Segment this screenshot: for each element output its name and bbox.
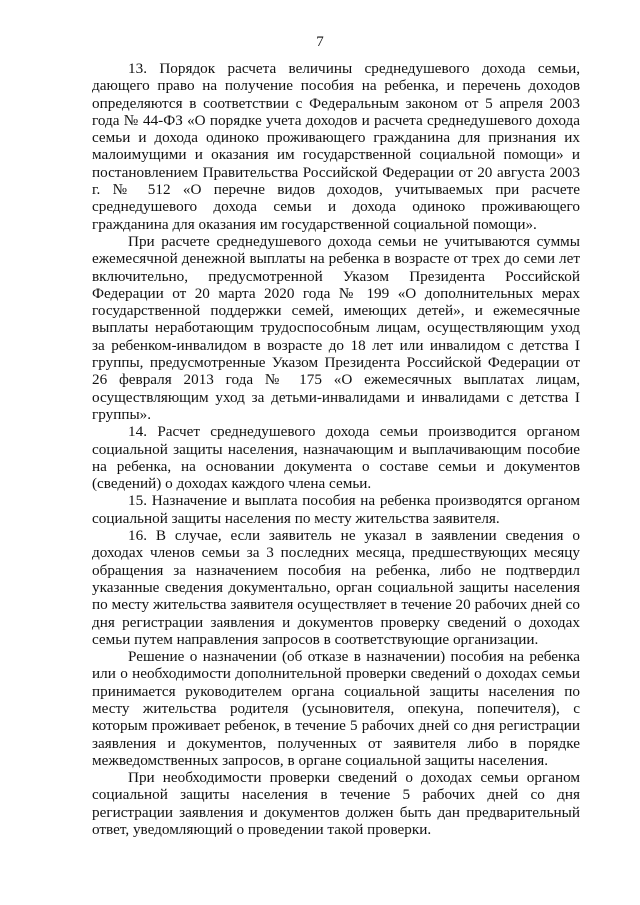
paragraph-13-income-exclusions: При расчете среднедушевого дохода семьи не учитываются суммы ежемесячной денежной выплаты на ребенка в возрасте от трех до семи лет включительно, предусмотренной Указом Президента Российской Федерации от 20 марта 2020 года № 199 «О дополнительных мерах государственной поддержки семей, имеющих детей», и ежемесячные выплаты неработающим трудоспособным лицам, осуществляющим уход за ребенком-инвалидом в возрасте до 18 лет или инвалидом с детства I группы, предусмотренные Указом Президента Российской Федерации от 26 февраля 2013 года № 175 «О ежемесячных выплатах лицам, осуществляющим уход за детьми-инвалидами и инвалидами с детства I группы». <box>92 232 580 423</box>
paragraph-16: 16. В случае, если заявитель не указал в заявлении сведения о доходах членов семьи за 3 последних месяца, предшествующих месяцу обращения за назначением пособия на ребенка, либо не подтвердил указанные сведения документально, орган социальной защиты населения по месту жительства заявителя осуществляет в течение 20 рабочих дней со дня регистрации заявления и документов проверку сведений о доходах семьи путем направления запросов в соответствующие организации. <box>92 527 580 648</box>
document-body <box>92 60 580 838</box>
paragraph-15: 15. Назначение и выплата пособия на ребенка производятся органом социальной защиты населения по месту жительства заявителя. <box>92 492 580 527</box>
page-number: 7 <box>316 34 324 50</box>
paragraph-16-decision: Решение о назначении (об отказе в назначении) пособия на ребенка или о необходимости дополнительной проверки сведений о доходах семьи принимается руководителем органа социальной защиты населения по месту жительства родителя (усыновителя, опекуна, попечителя), с которым проживает ребенок, в течение 5 рабочих дней со дня регистрации заявления и документов, полученных от заявителя либо в порядке межведомственных запросов, в органе социальной защиты населения. <box>92 648 580 769</box>
paragraph-14: 14. Расчет среднедушевого дохода семьи производится органом социальной защиты населения, назначающим и выплачивающим пособие на ребенка, на основании документа о составе семьи и документов (сведений) о доходах каждого члена семьи. <box>92 423 580 493</box>
paragraph-16-preliminary-answer: При необходимости проверки сведений о доходах семьи органом социальной защиты населения в течение 5 рабочих дней со дня регистрации заявления и документов должен быть дан предварительный ответ, уведомляющий о проведении такой проверки. <box>92 769 580 839</box>
paragraph-13: 13. Порядок расчета величины среднедушевого дохода семьи, дающего право на получение пособия на ребенка, и перечень доходов определяются в соответствии с Федеральным законом от 5 апреля 2003 года № 44-ФЗ «О порядке учета доходов и расчета среднедушевого дохода семьи и дохода одиноко проживающего гражданина для признания их малоимущими и оказания им государственной социальной помощи» и постановлением Правительства Российской Федерации от 20 августа 2003 г. № 512 «О перечне видов доходов, учитываемых при расчете среднедушевого дохода семьи и дохода одиноко проживающего гражданина для оказания им государственной социальной помощи». <box>92 60 580 233</box>
